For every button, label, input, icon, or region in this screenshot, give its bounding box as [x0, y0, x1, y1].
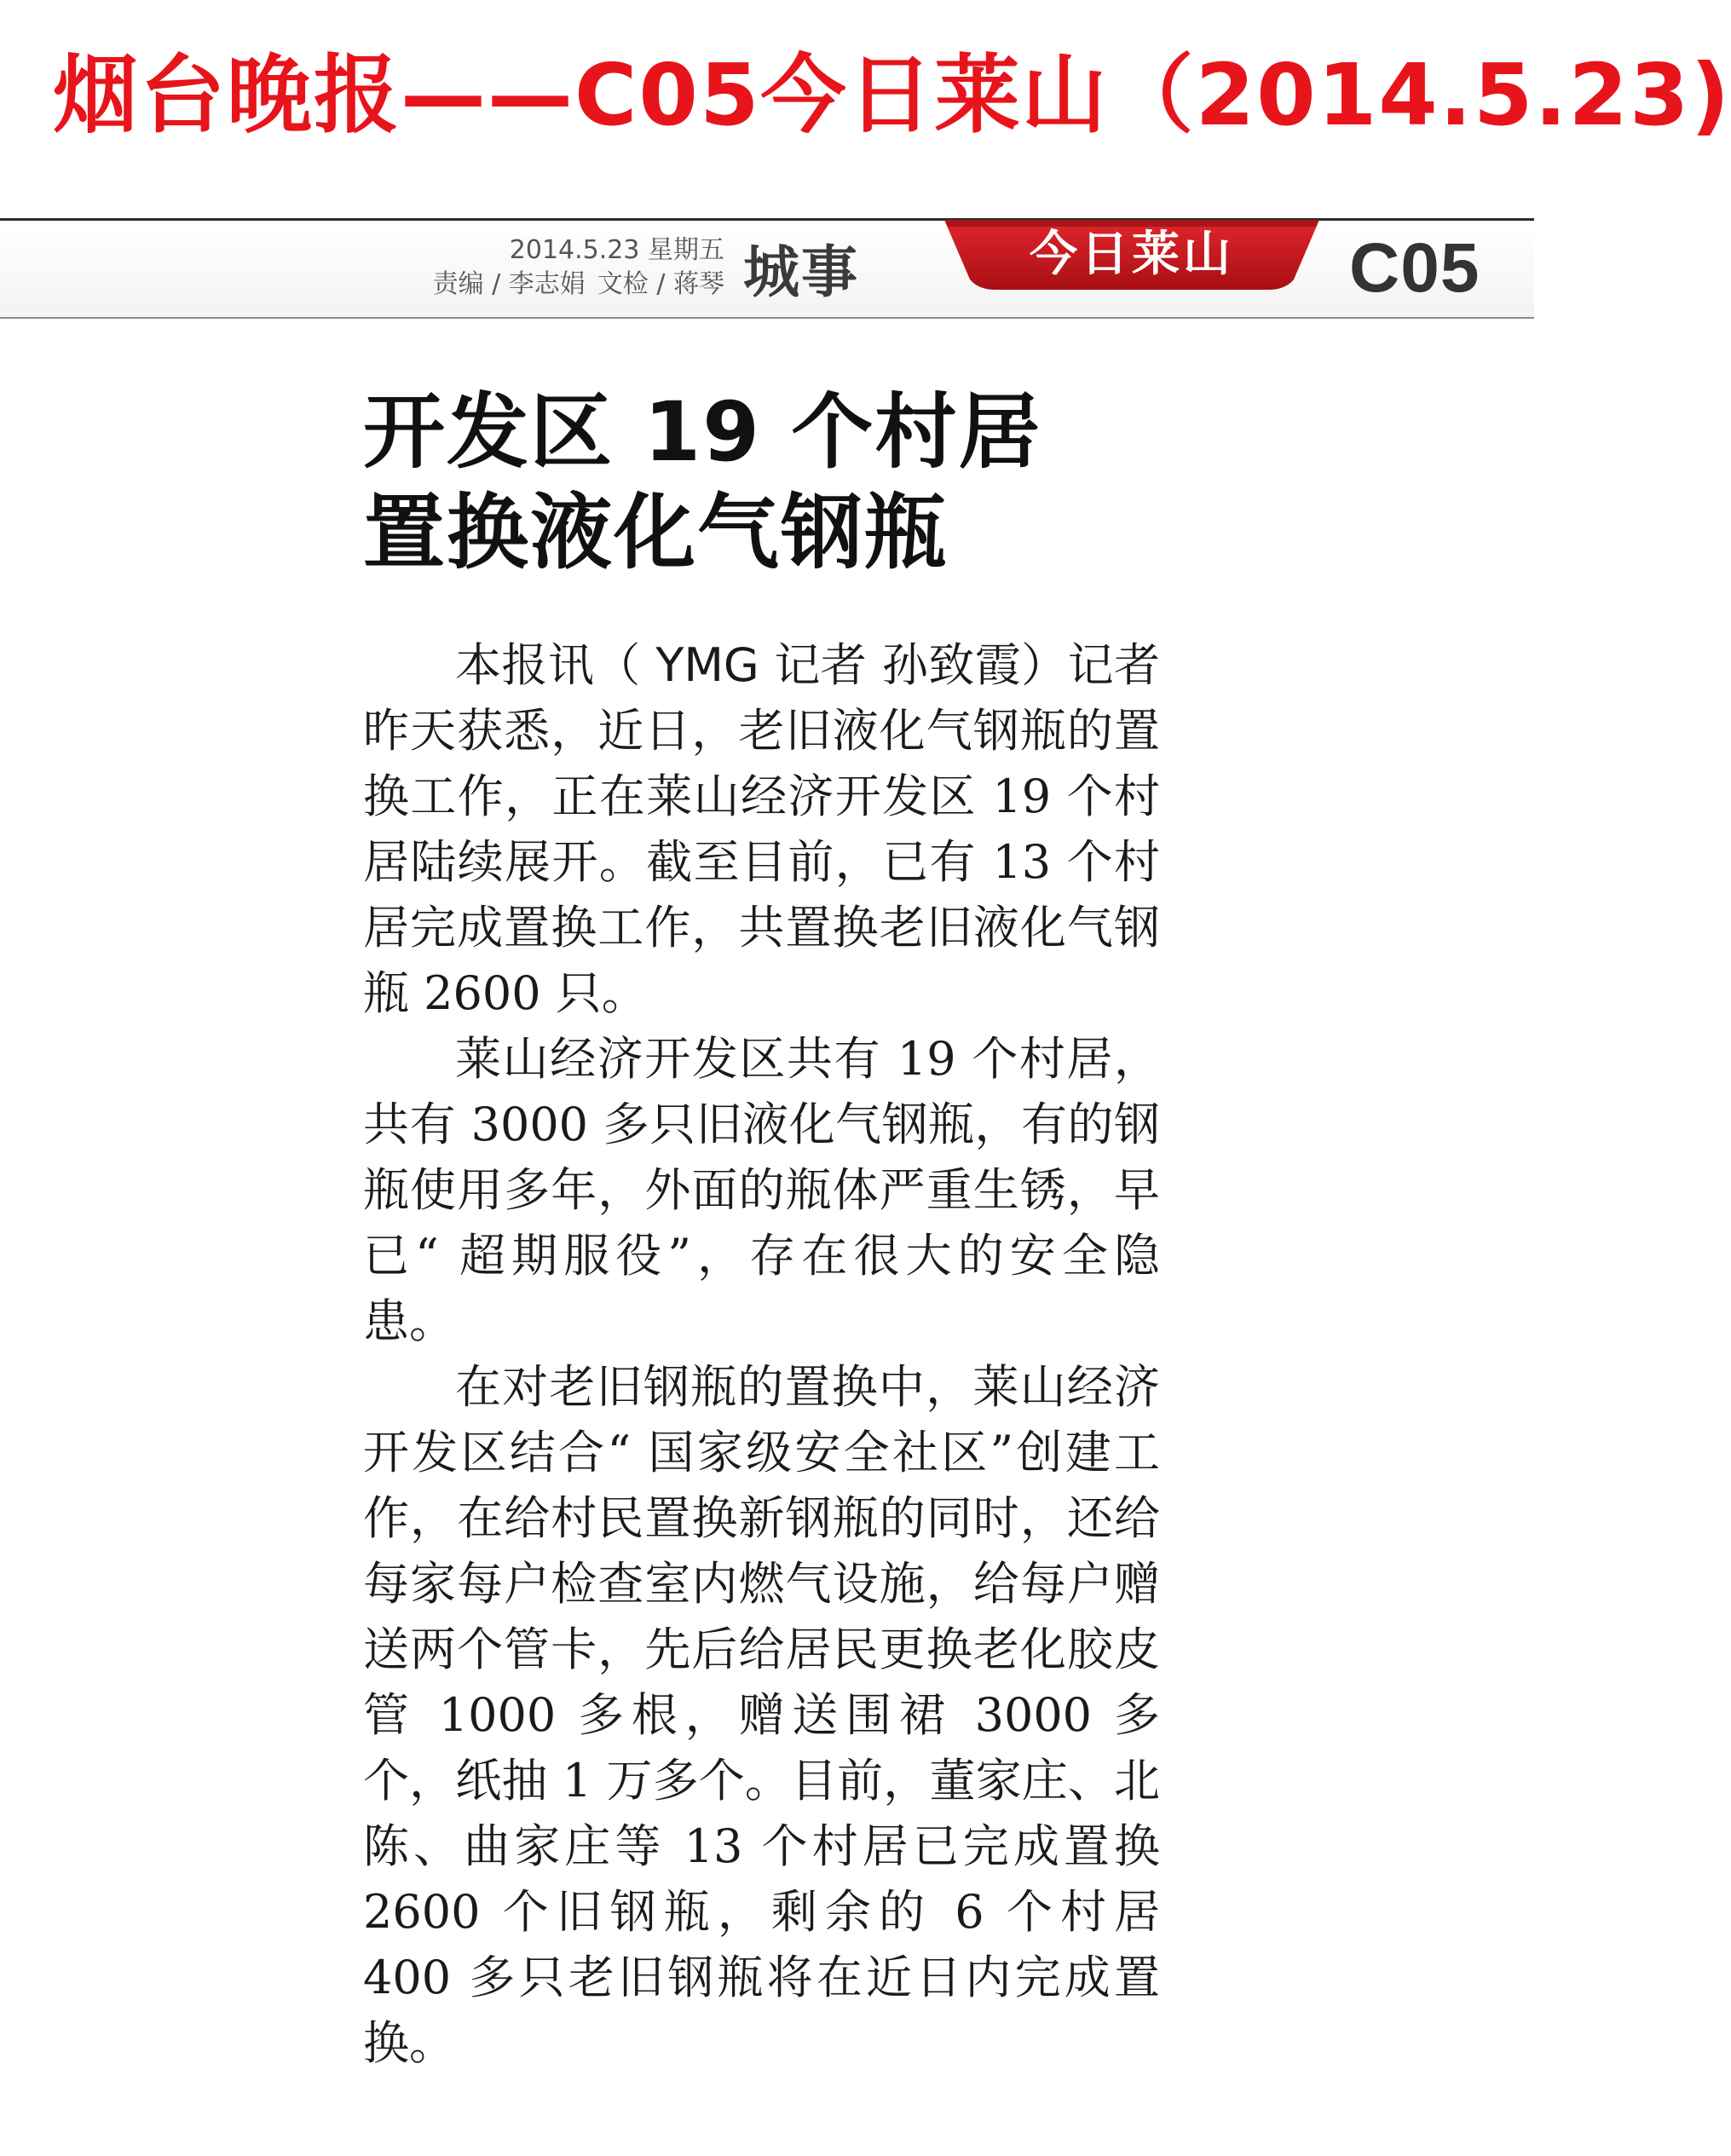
paragraph-1-text: 记者昨天获悉，近日，老旧液化气钢瓶的置换工作，正在莱山经济开发区 19 个村居陆续展开。截至目前，已有 13 个村居完成置换工作，共置换老旧液化气钢瓶 2600 只。	[363, 638, 1160, 1020]
source-title: 烟台晚报——C05今日莱山（2014.5.23)	[53, 45, 1731, 145]
date-line: 2014.5.23 星期五	[509, 235, 724, 265]
paragraph-2: 莱山经济开发区共有 19 个村居，共有 3000 多只旧液化气钢瓶，有的钢瓶使用多年，外面的瓶体严重生锈，早已“ 超期服役”，存在很大的安全隐患。	[363, 1032, 1160, 1348]
article-body	[363, 632, 1160, 2076]
page-number: C05	[1349, 229, 1480, 307]
proofreader-name: 文检 / 蒋琴	[597, 269, 724, 299]
editor-credits	[375, 268, 724, 302]
headline-line-1: 开发区 19 个村居	[363, 384, 1042, 480]
headline-line-2: 置换液化气钢瓶	[363, 485, 948, 580]
paragraph-3: 在对老旧钢瓶的置换中，莱山经济开发区结合“ 国家级安全社区”创建工作，在给村民置换新钢瓶的同时，还给每家每户检查室内燃气设施，给每户赠送两个管卡，先后给居民更换老化胶皮管 1000 多根，赠送围裙 3000 多个，纸抽 1 万多个。目前，董家庄、北陈、曲家庄等 13 个村居已完成置换 2600 个旧钢瓶，剩余的 6 个村居 400 多只老旧钢瓶将在近日内完成置换。	[363, 1360, 1160, 2070]
byline: 本报讯（ YMG 记者 孙致霞）	[455, 638, 1068, 692]
banner-label: 今日莱山	[1030, 226, 1234, 282]
editor-name: 责编 / 李志娟	[432, 269, 586, 299]
article-headline	[363, 382, 1041, 583]
section-name: 城事	[743, 239, 859, 305]
column-banner	[944, 208, 1319, 291]
paragraph-1	[363, 632, 1160, 1026]
header-bottom-rule	[0, 317, 1534, 319]
page-meta	[375, 233, 724, 302]
